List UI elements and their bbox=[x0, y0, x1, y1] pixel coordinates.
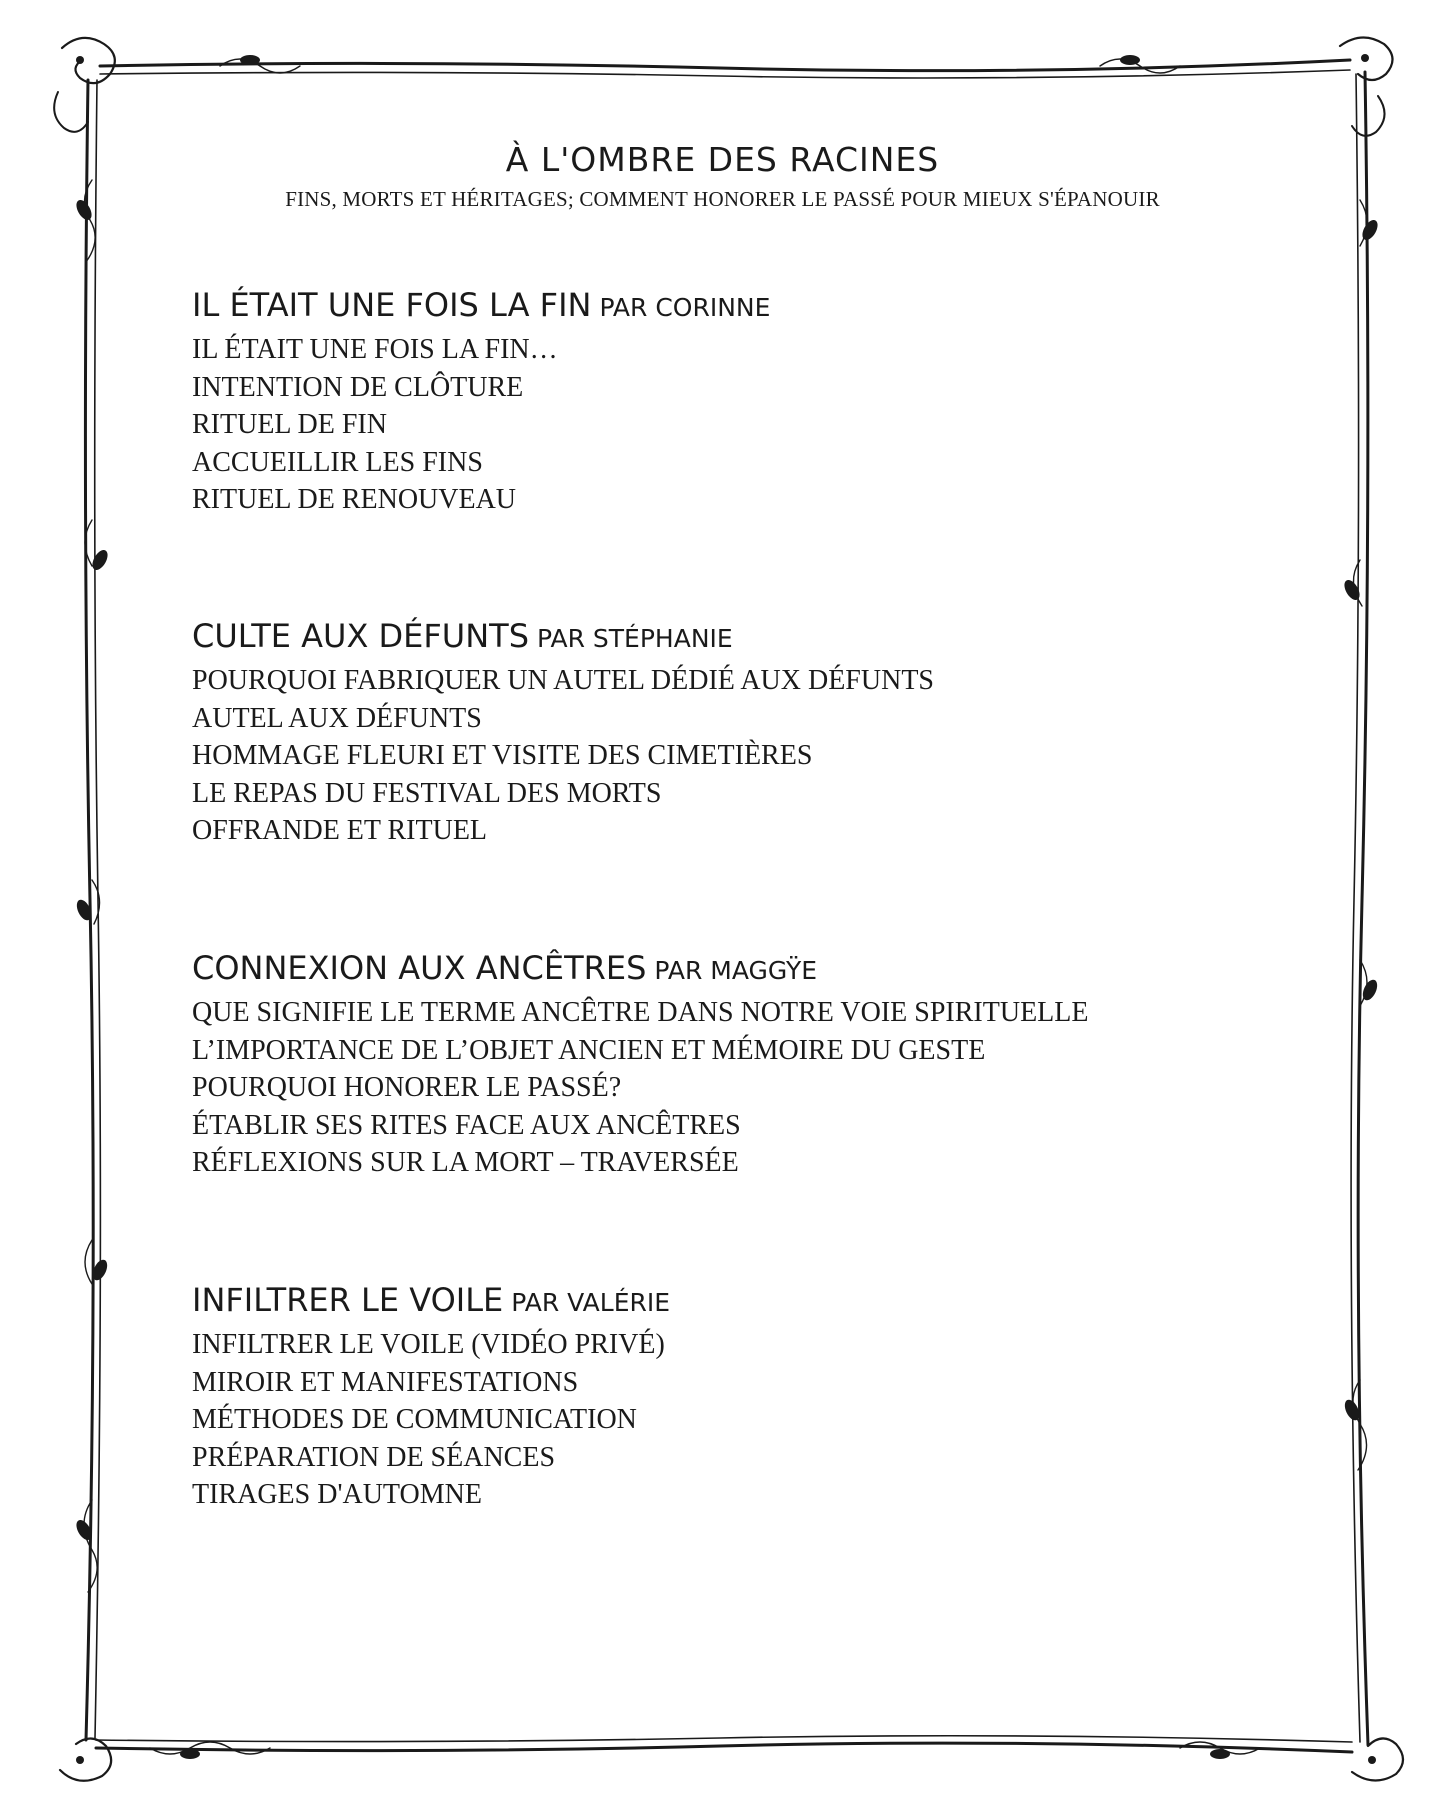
section-author: PAR VALÉRIE bbox=[511, 1288, 671, 1317]
section-author: PAR STÉPHANIE bbox=[537, 624, 733, 653]
list-item: ACCUEILLIR LES FINS bbox=[192, 446, 483, 478]
section-author: PAR CORINNE bbox=[599, 293, 771, 322]
section-infiltrer-le-voile bbox=[192, 1277, 1272, 1514]
list-item: MÉTHODES DE COMMUNICATION bbox=[192, 1404, 637, 1435]
list-item: INTENTION DE CLÔTURE bbox=[192, 371, 524, 403]
list-item: TIRAGES D'AUTOMNE bbox=[192, 1479, 482, 1510]
section-heading bbox=[192, 945, 1272, 994]
section-title: INFILTRER LE VOILE bbox=[192, 1281, 504, 1319]
document-subtitle: FINS, MORTS ET HÉRITAGES; COMMENT HONORER LE PASSÉ POUR MIEUX S'ÉPANOUIR bbox=[285, 187, 1160, 211]
section-connexion-aux-ancetres bbox=[192, 945, 1272, 1182]
list-item: MIROIR ET MANIFESTATIONS bbox=[192, 1366, 579, 1398]
section-culte-aux-defunts bbox=[192, 613, 1272, 850]
section-title: IL ÉTAIT UNE FOIS LA FIN bbox=[192, 286, 592, 324]
list-item: ÉTABLIR SES RITES FACE AUX ANCÊTRES bbox=[192, 1109, 741, 1141]
list-item: LE REPAS DU FESTIVAL DES MORTS bbox=[192, 777, 662, 809]
section-heading bbox=[192, 613, 1272, 662]
list-item: AUTEL AUX DÉFUNTS bbox=[192, 702, 482, 734]
list-item: OFFRANDE ET RITUEL bbox=[192, 815, 488, 846]
section-title: CONNEXION AUX ANCÊTRES bbox=[192, 949, 647, 987]
document-title: À L'OMBRE DES RACINES bbox=[505, 140, 940, 179]
section-author: PAR MAGGŸE bbox=[654, 956, 818, 985]
list-item: POURQUOI FABRIQUER UN AUTEL DÉDIÉ AUX DÉFUNTS bbox=[192, 665, 934, 696]
section-heading bbox=[192, 282, 1272, 331]
section-il-etait-une-fois-la-fin bbox=[192, 282, 1272, 519]
list-item: POURQUOI HONORER LE PASSÉ? bbox=[192, 1072, 622, 1103]
list-item: IL ÉTAIT UNE FOIS LA FIN… bbox=[192, 334, 558, 365]
list-item: HOMMAGE FLEURI ET VISITE DES CIMETIÈRES bbox=[192, 740, 813, 771]
section-title: CULTE AUX DÉFUNTS bbox=[192, 617, 530, 655]
list-item: PRÉPARATION DE SÉANCES bbox=[192, 1441, 556, 1473]
section-heading bbox=[192, 1277, 1272, 1326]
list-item: L’IMPORTANCE DE L’OBJET ANCIEN ET MÉMOIRE DU GESTE bbox=[192, 1034, 986, 1066]
list-item: RÉFLEXIONS SUR LA MORT – TRAVERSÉE bbox=[192, 1147, 739, 1178]
list-item: QUE SIGNIFIE LE TERME ANCÊTRE DANS NOTRE VOIE SPIRITUELLE bbox=[192, 997, 1089, 1028]
list-item: INFILTRER LE VOILE (VIDÉO PRIVÉ) bbox=[192, 1329, 665, 1360]
list-item: RITUEL DE RENOUVEAU bbox=[192, 484, 517, 515]
list-item: RITUEL DE FIN bbox=[192, 409, 387, 440]
